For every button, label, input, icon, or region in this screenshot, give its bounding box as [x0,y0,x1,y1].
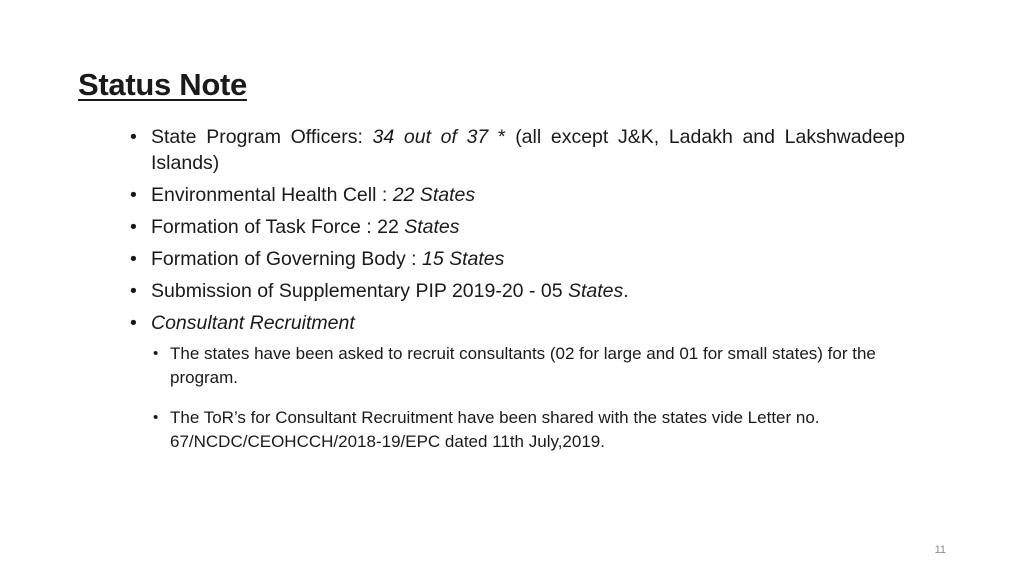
bullet-consultant-recruitment [130,310,905,454]
page-number: 11 [934,544,946,556]
bullet-text: Submission of Supplementary PIP 2019-20 - 05 [151,280,568,302]
sub-bullet-tor-shared: • The ToR’s for Consultant Recruitment have been shared with the states vide Letter no. 67/NCDC/CEOHCCH/2018-19/EPC dated 11th July,2019. [151,406,910,454]
bullet-text: * (all except J&K, Ladakh and Lakshwadeep Islands) [151,126,905,174]
bullet-text: Formation of Governing Body : [151,248,422,270]
bullet-text: Formation of Task Force : 22 [151,216,405,238]
bullet-governing-body [130,246,905,272]
sub-bullet-list [151,342,905,454]
bullet-emphasis: 22 States [392,184,476,206]
bullet-text: . [623,280,629,302]
bullet-text: Environmental Health Cell : [151,184,393,206]
bullet-emphasis: States [567,280,624,302]
bullet-supplementary-pip [130,278,905,304]
slide-content [130,124,905,470]
page-title: Status Note [78,67,247,102]
bullet-emphasis: Consultant Recruitment [151,312,355,334]
bullet-emphasis: 15 States [421,248,505,270]
bullet-emphasis: 34 out of 37 [372,126,489,148]
bullet-text: State Program Officers: [151,126,373,148]
bullet-list [130,124,905,454]
bullet-emphasis: States [404,216,460,238]
bullet-task-force [130,214,905,240]
bullet-state-program-officers [130,124,905,176]
bullet-environmental-health-cell [130,182,905,208]
sub-bullet-recruit-consultants: • The states have been asked to recruit consultants (02 for large and 01 for small states) for the program. [151,342,910,390]
